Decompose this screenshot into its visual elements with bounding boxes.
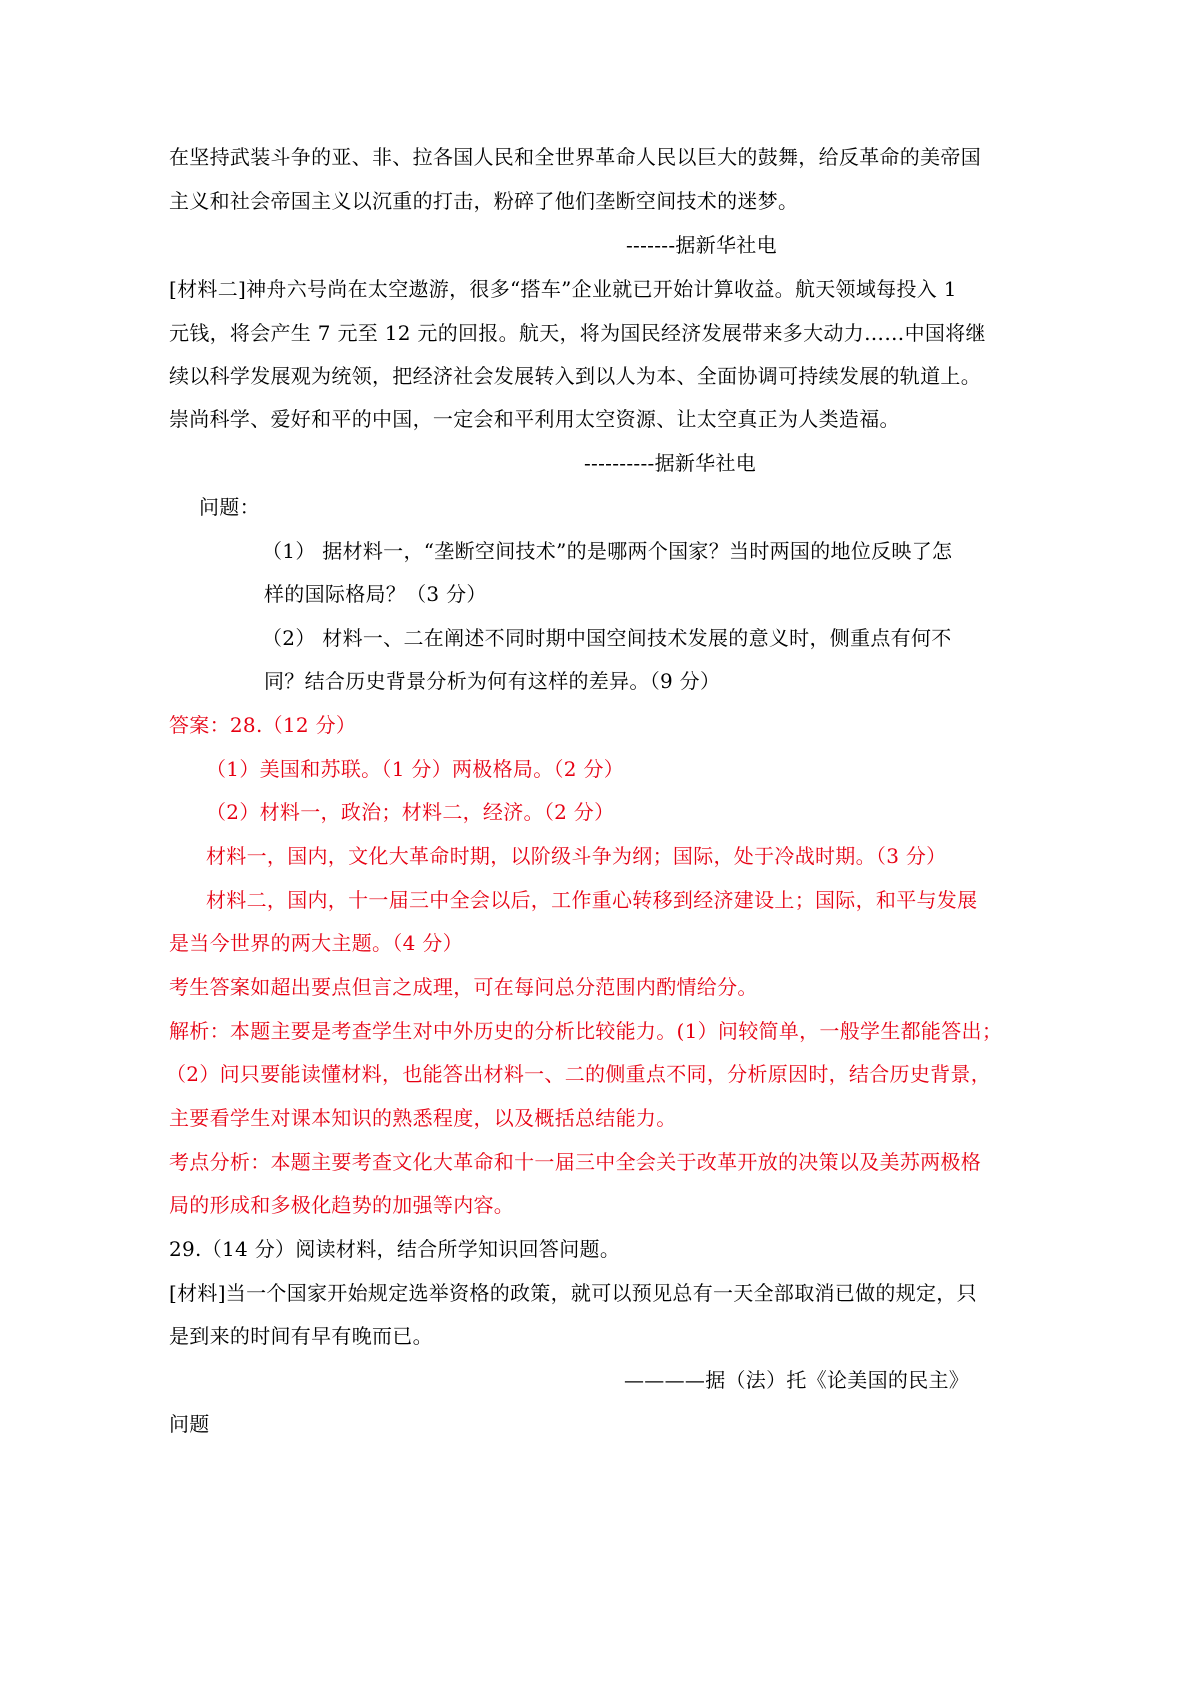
- key-points-line-2: 局的形成和多极化趋势的加强等内容。: [169, 1193, 515, 1217]
- grading-note: 考生答案如超出要点但言之成理，可在每问总分范围内酌情给分。: [169, 975, 758, 999]
- question-1-line-1: （1） 据材料一，“垄断空间技术”的是哪两个国家？当时两国的地位反映了怎: [262, 539, 953, 563]
- question-2-line-2: 同？结合历史背景分析为何有这样的差异。（9 分）: [264, 669, 721, 693]
- question-29-heading: 问题: [169, 1412, 210, 1436]
- answer-title: 答案：28.（12 分）: [169, 713, 357, 737]
- answer-4-line-1: 材料二，国内，十一届三中全会以后，工作重心转移到经济建设上；国际，和平与发展: [206, 888, 978, 912]
- questions-heading: 问题：: [199, 495, 260, 519]
- material-one-source: -------据新华社电: [626, 233, 777, 257]
- question-1-line-2: 样的国际格局？（3 分）: [264, 582, 487, 606]
- question-29-source: ————据（法）托《论美国的民主》: [624, 1368, 970, 1392]
- material-two-line-1: [材料二]神舟六号尚在太空遨游，很多“搭车”企业就已开始计算收益。航天领域每投入 1: [169, 277, 957, 301]
- question-2-line-1: （2） 材料一、二在阐述不同时期中国空间技术发展的意义时，侧重点有何不: [262, 626, 952, 650]
- material-two-source: ----------据新华社电: [584, 451, 757, 475]
- material-two-line-3: 续以科学发展观为统领，把经济社会发展转入到以人为本、全面协调可持续发展的轨道上。: [169, 364, 981, 388]
- material-two-line-4: 崇尚科学、爱好和平的中国，一定会和平利用太空资源、让太空真正为人类造福。: [169, 407, 900, 431]
- answer-2: （2）材料一，政治；材料二，经济。（2 分）: [206, 800, 615, 824]
- material-two-line-2: 元钱，将会产生 7 元至 12 元的回报。航天，将为国民经济发展带来多大动力……中国将继: [169, 321, 986, 345]
- analysis-line-3: 主要看学生对课本知识的熟悉程度，以及概括总结能力。: [169, 1106, 677, 1130]
- answer-1: （1）美国和苏联。（1 分）两极格局。（2 分）: [206, 757, 625, 781]
- analysis-line-1: 解析：本题主要是考查学生对中外历史的分析比较能力。(1）问较简单，一般学生都能答出；: [169, 1019, 1003, 1043]
- analysis-line-2: （2）问只要能读懂材料，也能答出材料一、二的侧重点不同，分析原因时，结合历史背景，: [166, 1062, 992, 1086]
- question-29-material-line-2: 是到来的时间有早有晚而已。: [169, 1324, 433, 1348]
- question-29-material-line-1: [材料]当一个国家开始规定选举资格的政策，就可以预见总有一天全部取消已做的规定，只: [169, 1281, 977, 1305]
- material-one-line-2: 主义和社会帝国主义以沉重的打击，粉碎了他们垄断空间技术的迷梦。: [169, 189, 799, 213]
- material-one-line-1: 在坚持武装斗争的亚、非、拉各国人民和全世界革命人民以巨大的鼓舞，给反革命的美帝国: [169, 145, 981, 169]
- answer-4-line-2: 是当今世界的两大主题。（4 分）: [169, 931, 463, 955]
- answer-3: 材料一，国内，文化大革命时期，以阶级斗争为纲；国际，处于冷战时期。（3 分）: [206, 844, 947, 868]
- key-points-line-1: 考点分析：本题主要考查文化大革命和十一届三中全会关于改革开放的决策以及美苏两极格: [169, 1150, 981, 1174]
- question-29-title: 29.（14 分）阅读材料，结合所学知识回答问题。: [169, 1237, 621, 1261]
